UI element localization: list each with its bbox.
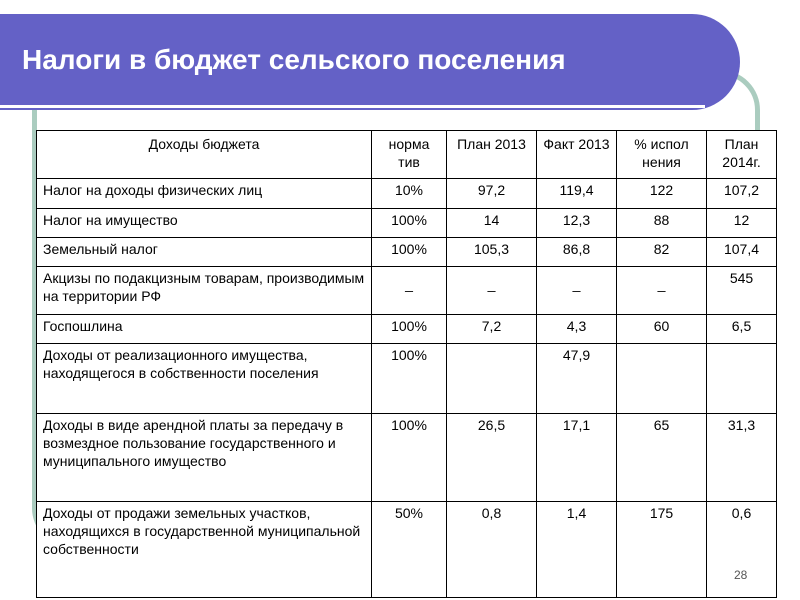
row-norm: 50% <box>372 502 447 598</box>
row-percent: _ <box>617 267 707 315</box>
header-cell-income: Доходы бюджета <box>37 131 372 179</box>
row-fact-2013: 86,8 <box>537 238 617 267</box>
page-title: Налоги в бюджет сельского поселения <box>22 44 566 75</box>
page-number: 28 <box>734 568 748 582</box>
row-norm: 100% <box>372 209 447 238</box>
row-plan-2014: 6,5 <box>707 315 777 344</box>
row-plan-2013: 14 <box>447 209 537 238</box>
row-plan-2013 <box>447 344 537 414</box>
table-row <box>37 179 777 209</box>
row-percent: 122 <box>617 179 707 209</box>
row-label: Доходы от продажи земельных участков, находящихся в государственной муниципальной собственности <box>37 502 372 598</box>
row-percent <box>617 344 707 414</box>
row-plan-2014: 107,4 <box>707 238 777 267</box>
table-row <box>37 267 777 315</box>
row-fact-2013: 12,3 <box>537 209 617 238</box>
row-fact-2013: 4,3 <box>537 315 617 344</box>
row-percent: 60 <box>617 315 707 344</box>
row-plan-2013: 105,3 <box>447 238 537 267</box>
row-fact-2013: 17,1 <box>537 414 617 502</box>
row-plan-2014: 12 <box>707 209 777 238</box>
row-percent: 88 <box>617 209 707 238</box>
table-row <box>37 209 777 238</box>
row-label: Налог на доходы физических лиц <box>37 179 372 209</box>
row-label: Доходы от реализационного имущества, находящегося в собственности поселения <box>37 344 372 414</box>
row-fact-2013: 119,4 <box>537 179 617 209</box>
row-norm: 100% <box>372 315 447 344</box>
budget-table <box>36 130 777 598</box>
row-plan-2014 <box>707 344 777 414</box>
row-fact-2013: _ <box>537 267 617 315</box>
row-plan-2014: 545 <box>707 267 777 315</box>
row-percent: 82 <box>617 238 707 267</box>
table-row <box>37 315 777 344</box>
header-cell-percent: % испол нения <box>617 131 707 179</box>
row-plan-2013: _ <box>447 267 537 315</box>
row-plan-2014: 107,2 <box>707 179 777 209</box>
table-row <box>37 344 777 414</box>
row-norm: 100% <box>372 238 447 267</box>
title-underline <box>0 105 705 108</box>
row-fact-2013: 1,4 <box>537 502 617 598</box>
table-row <box>37 502 777 598</box>
table-row <box>37 414 777 502</box>
row-percent: 65 <box>617 414 707 502</box>
table-header-row <box>37 131 777 179</box>
row-norm: 100% <box>372 414 447 502</box>
row-label: Доходы в виде арендной платы за передачу в возмездное пользование государственного и муниципального имущество <box>37 414 372 502</box>
row-label: Налог на имущество <box>37 209 372 238</box>
row-plan-2014: 31,3 <box>707 414 777 502</box>
row-label: Земельный налог <box>37 238 372 267</box>
row-norm: _ <box>372 267 447 315</box>
row-percent: 175 <box>617 502 707 598</box>
header-cell-plan-2013: План 2013 <box>447 131 537 179</box>
row-plan-2014: 0,6 <box>707 502 777 598</box>
row-plan-2013: 0,8 <box>447 502 537 598</box>
header-cell-plan-2014: План 2014г. <box>707 131 777 179</box>
row-label: Госпошлина <box>37 315 372 344</box>
row-plan-2013: 97,2 <box>447 179 537 209</box>
row-plan-2013: 7,2 <box>447 315 537 344</box>
header-cell-fact-2013: Факт 2013 <box>537 131 617 179</box>
table-row <box>37 238 777 267</box>
row-norm: 10% <box>372 179 447 209</box>
header-cell-norm: норма тив <box>372 131 447 179</box>
row-label: Акцизы по подакцизным товарам, производимым на территории РФ <box>37 267 372 315</box>
row-fact-2013: 47,9 <box>537 344 617 414</box>
row-plan-2013: 26,5 <box>447 414 537 502</box>
row-norm: 100% <box>372 344 447 414</box>
